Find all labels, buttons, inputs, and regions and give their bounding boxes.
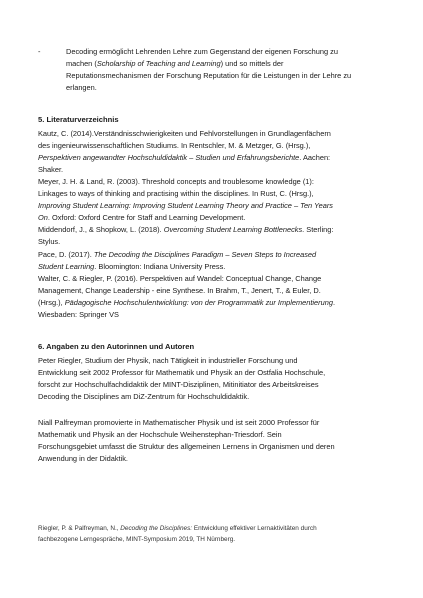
italic-title: Decoding the Disciplines: xyxy=(120,525,193,532)
bullet-marker: - xyxy=(38,47,41,56)
text-run: . Bloomington: Indiana University Press. xyxy=(94,262,226,271)
footer-line-1 xyxy=(38,524,317,533)
author-bio-line: Forschungsgebiet umfasst die Struktur des allgemeinen Lernens in Organismen und deren xyxy=(38,442,335,451)
text-run: Riegler, P. & Palfreyman, N., xyxy=(38,525,121,532)
bullet-line-3: Reputationsmechanismen der Forschung Reputation für die Leistungen in der Lehre zu xyxy=(66,71,352,80)
italic-title: Student Learning xyxy=(38,262,95,271)
text-run: Middendorf, J., & Shopkow, L. (2018). xyxy=(38,225,164,234)
italic-title: Overcoming Student Learning Bottlenecks xyxy=(163,225,303,234)
italic-title: Pädagogische Hochschulentwicklung: von der Programmatik zur Implementierung xyxy=(64,298,333,307)
author-bio-line: forscht zur Hochschulfachdidaktik der MINT-Disziplinen, Mitinitiator des Arbeitskreises xyxy=(38,380,319,389)
bullet-line-4: erlangen. xyxy=(66,83,97,92)
author-bio-line: Decoding the Disciplines am DiZ-Zentrum für Hochschuldidaktik. xyxy=(38,392,250,401)
text-run: (Hrsg.), xyxy=(38,298,65,307)
reference-line xyxy=(38,250,316,260)
reference-line: Stylus. xyxy=(38,237,61,246)
text-run: machen ( xyxy=(66,59,97,68)
text-run: . xyxy=(332,298,335,307)
italic-title: Perspektiven angewandter Hochschuldidaktik – Studien und Erfahrungsberichte xyxy=(38,153,300,162)
text-run: Pace, D. (2017). xyxy=(38,250,94,259)
reference-line xyxy=(38,262,225,272)
author-bio-line: Anwendung in der Didaktik. xyxy=(38,454,128,463)
author-bio-line: Peter Riegler, Studium der Physik, nach Tätigkeit in industrieller Forschung und xyxy=(38,356,298,365)
author-bio-line: Entwicklung seit 2002 Professor für Mathematik und Physik an der Ostfalia Hochschule, xyxy=(38,368,326,377)
reference-line xyxy=(38,225,333,235)
reference-line: Meyer, J. H. & Land, R. (2003). Threshold concepts and troublesome knowledge (1): xyxy=(38,177,314,186)
italic-title: On xyxy=(38,213,48,222)
reference-line xyxy=(38,213,245,223)
italic-title: Scholarship of Teaching and Learning xyxy=(96,59,221,68)
reference-line: Wiesbaden: Springer VS xyxy=(38,310,119,319)
reference-line: Management, Change Leadership - eine Synthese. In Brahm, T., Jenert, T., & Euler, D. xyxy=(38,286,321,295)
text-run: . Aachen: xyxy=(299,153,331,162)
section-heading-authors: 6. Angaben zu den Autorinnen und Autoren xyxy=(38,342,195,351)
text-run: . Sterling: xyxy=(302,225,334,234)
reference-line: Improving Student Learning: Improving Student Learning Theory and Practice – Ten Years xyxy=(38,201,333,210)
section-heading-references: 5. Literaturverzeichnis xyxy=(38,115,119,124)
reference-line xyxy=(38,298,335,308)
text-run: . Oxford: Oxford Centre for Staff and Learning Development. xyxy=(47,213,246,222)
reference-line: Walter, C. & Riegler, P. (2016). Perspektiven auf Wandel: Conceptual Change, Change xyxy=(38,274,322,283)
bullet-line-1: Decoding ermöglicht Lehrenden Lehre zum Gegenstand der eigenen Forschung zu xyxy=(66,47,338,56)
reference-line: Kautz, C. (2014).Verständnisschwierigkeiten und Fehlvorstellungen in Grundlagenfächern xyxy=(38,129,331,138)
reference-line: Shaker. xyxy=(38,165,64,174)
text-run: Entwicklung effektiver Lernaktivitäten durch xyxy=(192,525,317,532)
bullet-line-2 xyxy=(66,59,284,69)
reference-line: des ingenieurwissenschaftlichen Studiums. In Rentschler, M. & Metzger, G. (Hrsg.), xyxy=(38,141,311,150)
reference-line: Linkages to ways of thinking and practising within the disciplines. In Rust, C. (Hrsg.), xyxy=(38,189,314,198)
text-run: ) und so mittels der xyxy=(220,59,284,68)
italic-title: The Decoding the Disciplines Paradigm – Seven Steps to Increased xyxy=(93,250,317,259)
author-bio-line: Niall Palfreyman promovierte in Mathematischer Physik und ist seit 2000 Professor für xyxy=(38,418,320,427)
footer-line-2: fachbezogene Lerngespräche, MINT-Symposium 2019, TH Nürnberg. xyxy=(38,536,236,543)
author-bio-line: Mathematik und Physik an der Hochschule Weihenstephan-Triesdorf. Sein xyxy=(38,430,282,439)
reference-line xyxy=(38,153,330,163)
